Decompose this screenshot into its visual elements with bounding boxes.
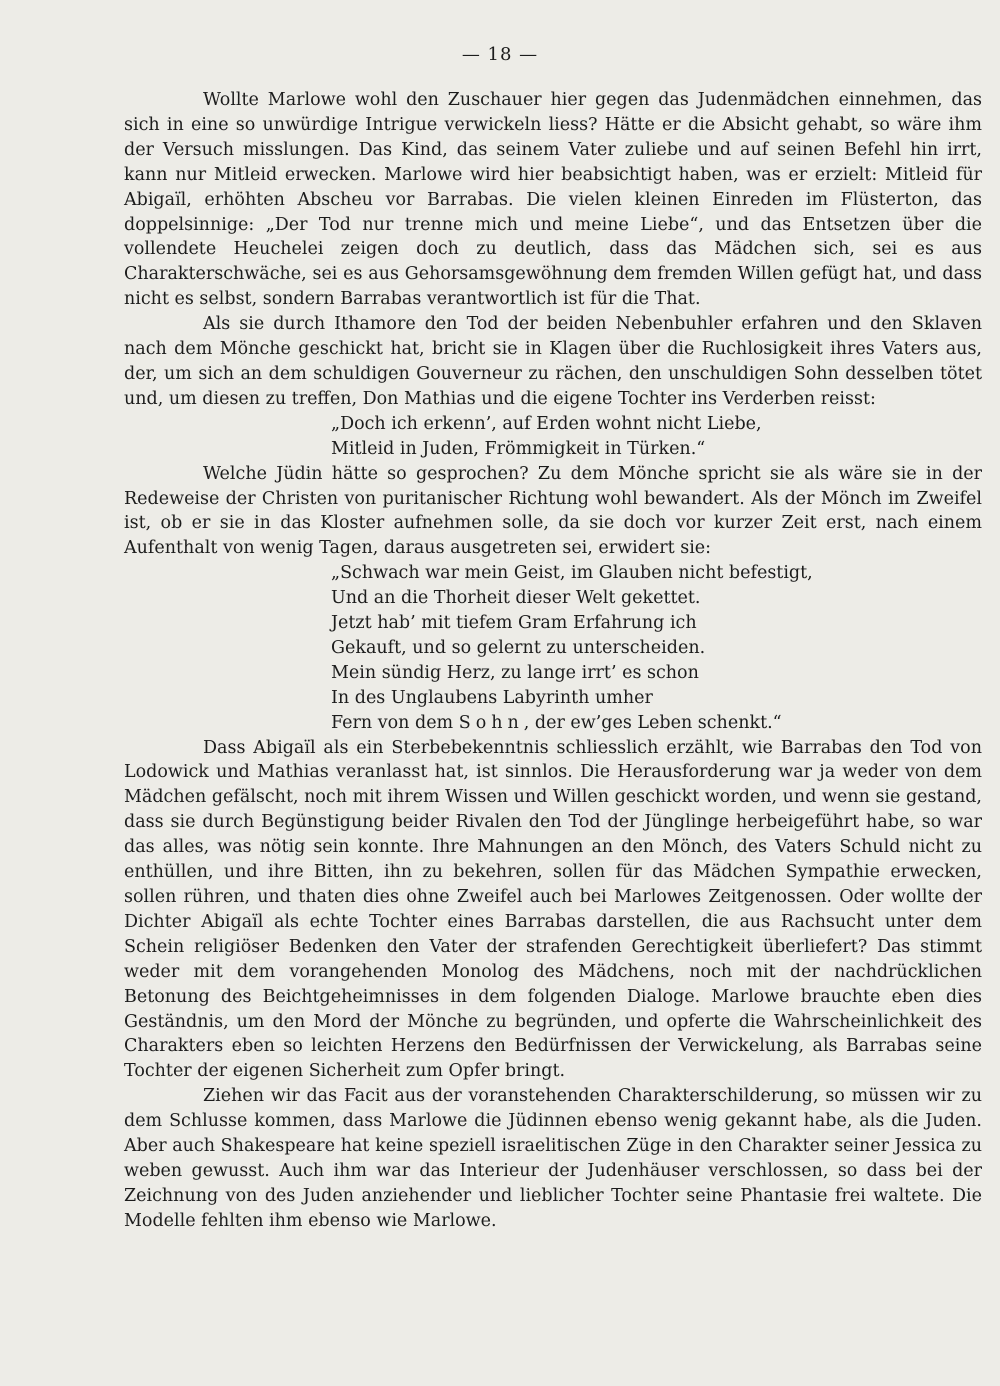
verse-line: In des Unglaubens Labyrinth umher	[331, 687, 653, 708]
verse-spaced-word: Sohn	[458, 712, 524, 733]
verse-line: Und an die Thorheit dieser Welt gekettet.	[331, 588, 701, 609]
verse-line: Mitleid in Juden, Frömmigkeit in Türken.“	[331, 438, 706, 459]
page-number: — 18 —	[461, 44, 539, 65]
verse-line: Jetzt hab’ mit tiefem Gram Erfahrung ich	[331, 613, 697, 634]
verse-text: , der ew’ges Leben schenkt.“	[523, 712, 782, 733]
paragraph-2: Als sie durch Ithamore den Tod der beiden Nebenbuhler erfahren und den Sklaven nach dem Mönche geschickt hat, bricht sie in Klagen über die Ruchlosigkeit ihres Vaters aus, der, um sich an dem schuldigen Gouverneur zu rächen, den unschuldigen Sohn desselben tötet und, um diesen zu treffen, Don Mathias und die eigene Tochter ins Verderben reisst:	[124, 314, 982, 409]
verse-line-last	[331, 711, 982, 736]
paragraph-4: Dass Abigaïl als ein Sterbebekenntnis schliesslich erzählt, wie Barrabas den Tod von Lodowick und Mathias veranlasst hat, ist sinnlos. Die Herausforderung war ja weder von dem Mädchen gefälscht, noch mit ihrem Wissen und Willen geschickt worden, und wenn sie gestand, dass sie durch Begünstigung beider Rivalen den Tod der Jünglinge herbeigeführt habe, so war das alles, was nötig sein konnte. Ihre Mahnungen an den Mönch, des Vaters Schuld nicht zu enthüllen, und ihre Bitten, ihn zu bekehren, sollen für das Mädchen Sympathie erwecken, sollen rühren, und thaten dies ohne Zweifel auch bei Marlowes Zeitgenossen. Oder wollte der Dichter Abigaïl als echte Tochter eines Barrabas darstellen, die aus Rachsucht unter dem Schein religiöser Bedenken den Vater der strafenden Gerechtigkeit überliefert? Das stimmt weder mit dem vorangehenden Monolog des Mädchens, noch mit der nachdrücklichen Betonung des Beichtgeheimnisses in dem folgenden Dialoge. Marlowe brauchte eben dies Geständnis, um den Mord der Mönche zu begründen, und opferte die Wahrscheinlichkeit des Charakters eben so leichten Herzens den Bedürfnissen der Verwickelung, als Barrabas seine Tochter der eigenen Sicherheit zum Opfer bringt.	[124, 737, 982, 1082]
body-text	[124, 88, 982, 1234]
verse-quote-2	[124, 561, 982, 735]
paragraph-3: Welche Jüdin hätte so gesprochen? Zu dem Mönche spricht sie als wäre sie in der Redeweise der Christen von puritanischer Richtung wohl bewandert. Als der Mönch im Zweifel ist, ob er sie in das Kloster aufnehmen solle, da sie doch vor kurzer Zeit erst, nach einem Aufenthalt von wenig Tagen, daraus ausgetreten sei, erwidert sie:	[124, 463, 982, 559]
verse-line: Mein sündig Herz, zu lange irrt’ es schon	[331, 662, 699, 683]
paragraph-5: Ziehen wir das Facit aus der voranstehenden Charakterschilderung, so müssen wir zu dem Schlusse kommen, dass Marlowe die Jüdinnen ebenso wenig gekannt habe, als die Juden. Aber auch Shakespeare hat keine speziell israelitischen Züge in den Charakter seiner Jessica zu weben gewusst. Auch ihm war das Interieur der Judenhäuser verschlossen, so dass bei der Zeichnung von des Juden anziehender und lieblicher Tochter seine Phantasie frei waltete. Die Modelle fehlten ihm ebenso wie Marlowe.	[124, 1086, 982, 1231]
verse-line: „Doch ich erkenn’, auf Erden wohnt nicht Liebe,	[331, 413, 762, 434]
verse-quote-1	[124, 412, 982, 462]
verse-line: „Schwach war mein Geist, im Glauben nicht befestigt,	[331, 563, 813, 584]
verse-line: Gekauft, und so gelernt zu unterscheiden.	[331, 637, 706, 658]
paragraph-1: Wollte Marlowe wohl den Zuschauer hier gegen das Judenmädchen einnehmen, das sich in eine so unwürdige Intrigue verwickeln liess? Hätte er die Absicht gehabt, so wäre ihm der Versuch misslungen. Das Kind, das seinem Vater zuliebe und auf seinen Befehl hin irrt, kann nur Mitleid erwecken. Marlowe wird hier beabsichtigt haben, was er erzielt: Mitleid für Abigaïl, erhöhten Abscheu vor Barrabas. Die vielen kleinen Einreden im Flüsterton, das doppelsinnige: „Der Tod nur trenne mich und meine Liebe“, und das Entsetzen über die vollendete Heuchelei zeigen doch zu deutlich, dass das Mädchen sich, sei es aus Charakterschwäche, sei es aus Gehorsamsgewöhnung dem fremden Willen gefügt hat, und dass nicht es selbst, sondern Barrabas verantwortlich ist für die That.	[124, 90, 982, 310]
verse-text: Fern von dem	[331, 712, 459, 733]
